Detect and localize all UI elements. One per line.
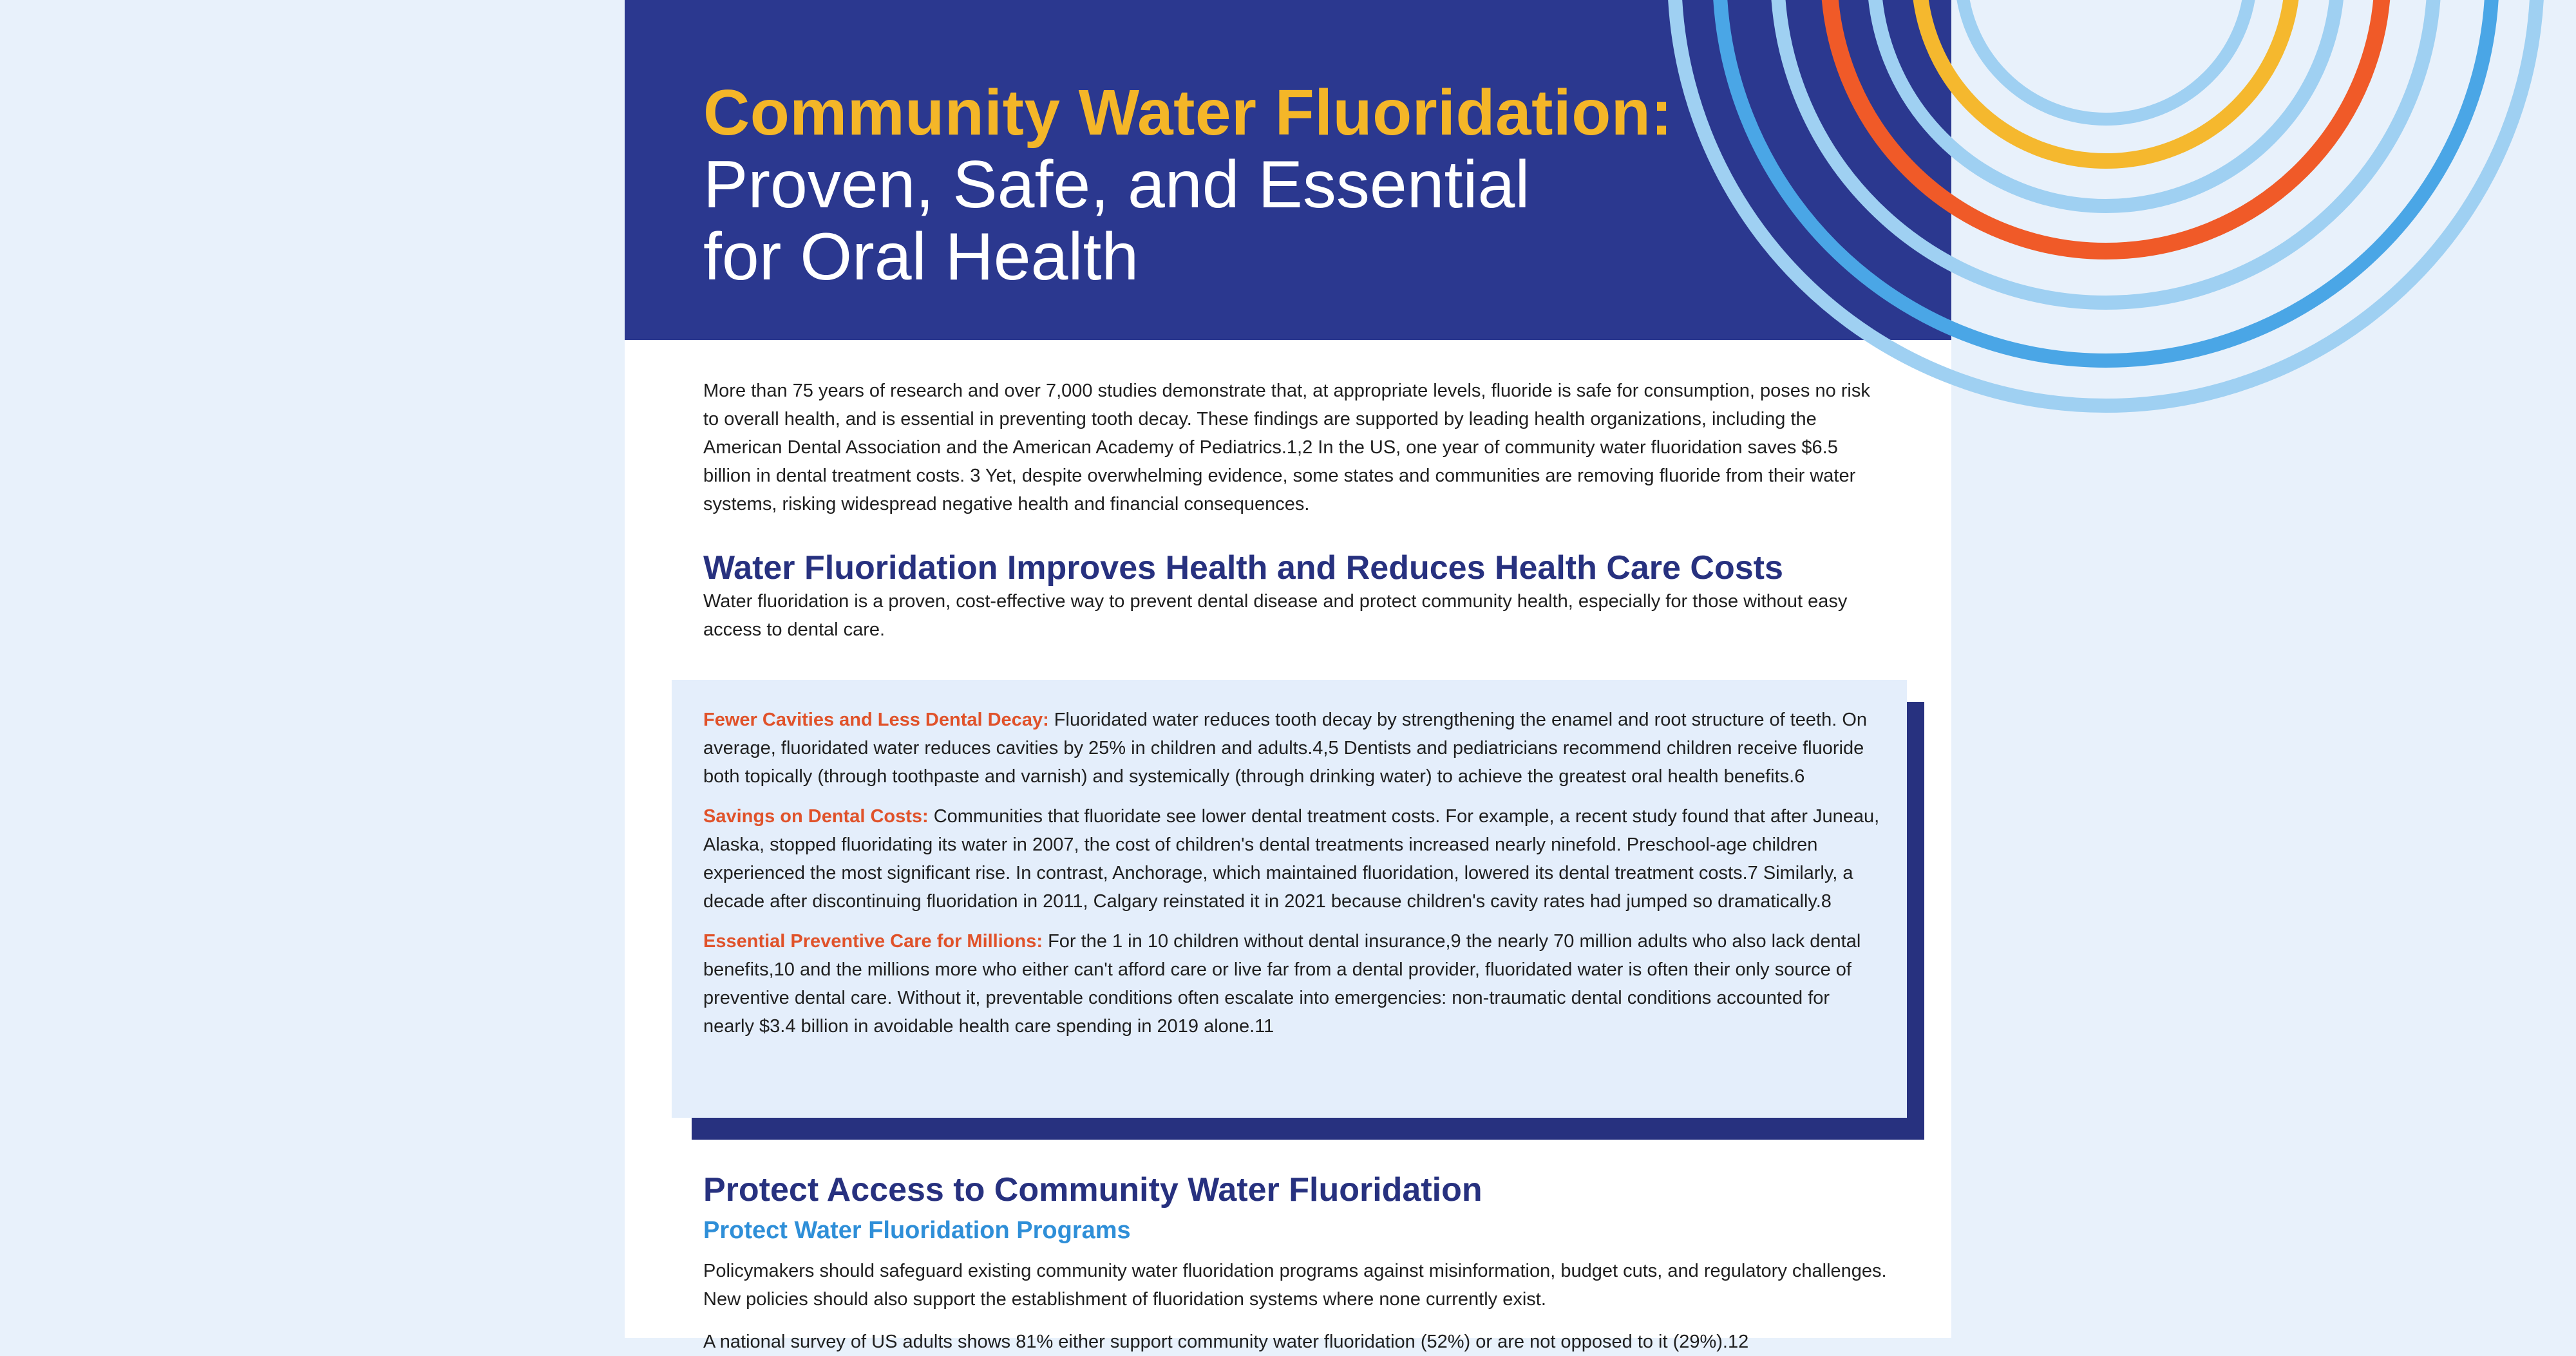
title-line-2: Proven, Safe, and Essential — [703, 147, 1530, 222]
section-heading-access: Protect Access to Community Water Fluoridation — [703, 1171, 1482, 1209]
callout-text: For the 1 in 10 children without dental insurance,9 the nearly 70 million adults who also lack dental benefits,10 and the millions more who either can't afford care or live far from a dental provider, fluoridated water is often their only source of preventive dental care. Without it, preventable conditions often escalate into emergencies: non-traumatic dental conditions accounted for nearly $3.4 billion in avoidable health care spending in 2019 alone.11 — [703, 931, 1861, 1037]
section-heading-health: Water Fluoridation Improves Health and Reduces Health Care Costs — [703, 549, 1783, 587]
callout-item-preventive — [703, 927, 1882, 1041]
callout-lead: Fewer Cavities and Less Dental Decay: — [703, 710, 1049, 730]
callout-item-cavities — [703, 706, 1882, 791]
callout-lead: Savings on Dental Costs: — [703, 806, 929, 827]
intro-paragraph: More than 75 years of research and over 7,000 studies demonstrate that, at appropriate levels, fluoride is safe for consumption, poses no risk to overall health, and is essential in preventing tooth decay. These findings are supported by leading health organizations, including the American Dental Association and the American Academy of Pediatrics.1,2 In the US, one year of community water fluoridation saves $6.5 billion in dental treatment costs. 3 Yet, despite overwhelming evidence, some states and communities are removing fluoride from their water systems, risking widespread negative health and financial consequences. — [703, 381, 1870, 514]
document-page — [625, 0, 1951, 1352]
header-banner — [625, 0, 1951, 340]
arc-light-tiny — [1961, 0, 2251, 119]
callout-text: Fluoridated water reduces tooth decay by strengthening the enamel and root structure of teeth. On average, fluoridated water reduces cavities by 25% in children and adults.4,5 Dentists and pediatricians recommend children receive fluoride both topically (through toothpaste and varnish) and systemically (through drinking water) to achieve the greatest oral health benefits.6 — [703, 710, 1868, 787]
title-line-1: Community Water Fluoridation: — [703, 77, 1673, 149]
section-description-health: Water fluoridation is a proven, cost-effective way to prevent dental disease and protect community health, especially for those without easy access to dental care. — [703, 591, 1848, 640]
section-subheading-programs: Protect Water Fluoridation Programs — [703, 1217, 1131, 1244]
callout-text: Communities that fluoridate see lower dental treatment costs. For example, a recent study found that after Juneau, Alaska, stopped fluoridating its water in 2007, the cost of children's dental treatments increased nearly ninefold. Preschool-age children experienced the most significant rise. In contrast, Anchorage, which maintained fluoridation, lowered its dental treatment costs.7 Similarly, a decade after discontinuing fluoridation in 2011, Calgary reinstated it in 2021 because children's cavity rates had jumped so dramatically.8 — [703, 806, 1880, 912]
arc-light-small — [1874, 0, 2338, 206]
callout-lead: Essential Preventive Care for Millions: — [703, 931, 1043, 952]
survey-text-clipped: A national survey of US adults shows 81% either support community water fluoridation (52%) or are not opposed to it (29%).12 — [703, 1332, 1749, 1352]
section-description-access: Policymakers should safeguard existing community water fluoridation programs against misinformation, budget cuts, and regulatory challenges. New policies should also support the establishment of fluoridation systems where none currently exist. — [703, 1261, 1887, 1310]
title-line-3: for Oral Health — [703, 220, 1139, 294]
callout-item-savings — [703, 802, 1882, 916]
callout-box — [672, 680, 1907, 1118]
